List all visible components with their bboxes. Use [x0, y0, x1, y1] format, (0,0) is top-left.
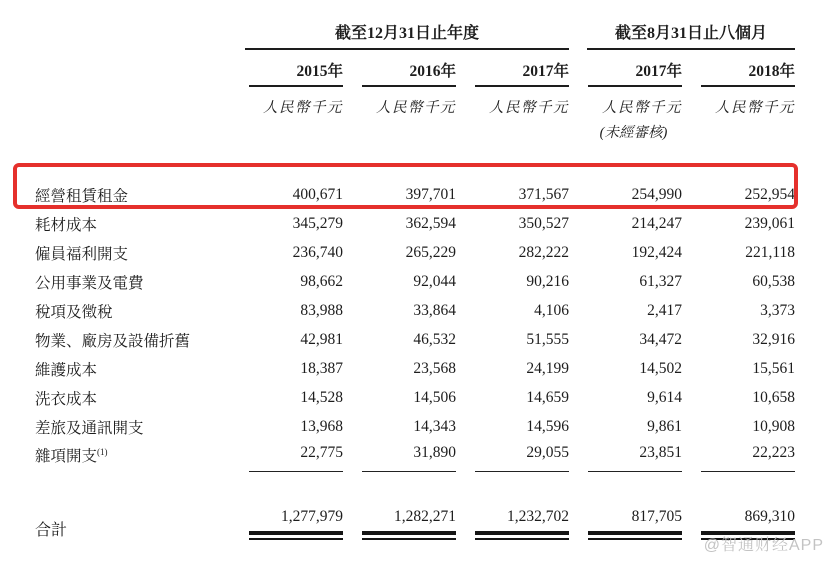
cell-value: 90,216 [526, 272, 570, 290]
double-rule [249, 531, 343, 540]
empty-cell [35, 87, 230, 121]
table-row [35, 383, 795, 412]
empty-cell [456, 121, 569, 147]
row-label: 稅項及徵稅 [35, 303, 113, 321]
cell-value: 252,954 [744, 185, 796, 203]
table-row [35, 238, 795, 267]
total-label: 合計 [35, 522, 68, 539]
double-rule [588, 531, 682, 540]
cell-value: 14,343 [413, 417, 456, 435]
row-label: 維護成本 [35, 361, 98, 379]
cell-value: 9,861 [647, 417, 683, 435]
row-label: 物業、廠房及設備折舊 [35, 332, 191, 350]
cell-value: 31,890 [343, 441, 456, 486]
row-label: 耗材成本 [35, 216, 98, 234]
period-group-annual [230, 18, 569, 50]
cell-value: 265,229 [405, 243, 456, 261]
unit-label: 人民幣千元 [602, 100, 683, 116]
cell-value: 61,327 [639, 272, 683, 290]
spacer-row [35, 486, 795, 508]
cell-value: 18,387 [300, 359, 343, 377]
unit-label: 人民幣千元 [376, 100, 456, 116]
total-value: 817,705 [569, 508, 682, 540]
group-header-eight-months: 截至8月31日止八個月 [587, 20, 795, 50]
cell-value: 282,222 [518, 243, 570, 261]
table-row-highlighted [35, 180, 795, 209]
group-header-annual: 截至12月31日止年度 [245, 20, 569, 50]
watermark: @智通财经APP [703, 537, 824, 554]
cell-value: 14,502 [639, 359, 683, 377]
cell-value: 51,555 [526, 330, 570, 348]
cell-value: 14,659 [526, 388, 570, 406]
cell-value: 22,223 [682, 441, 795, 486]
year-header: 2017年 [569, 50, 682, 87]
expenses-table [35, 18, 795, 540]
cell-value: 236,740 [292, 243, 343, 261]
table-body [35, 180, 795, 486]
row-label: 經營租賃租金 [35, 187, 129, 205]
table-row [35, 412, 795, 441]
group-header-row [35, 18, 795, 50]
cell-value: 14,506 [413, 388, 456, 406]
unit-label: 人民幣千元 [489, 100, 570, 116]
unit-label: 人民幣千元 [263, 100, 343, 116]
table-row [35, 325, 795, 354]
year-header: 2017年 [456, 50, 569, 87]
cell-value: 350,527 [518, 214, 570, 232]
total-value: 869,310 [682, 508, 795, 540]
cell-value: 34,472 [639, 330, 683, 348]
table-row [35, 209, 795, 238]
cell-value: 371,567 [518, 185, 570, 203]
cell-value: 214,247 [631, 214, 683, 232]
row-label: 僱員福利開支 [35, 245, 129, 263]
total-row [35, 508, 795, 540]
empty-cell [35, 121, 230, 147]
unit-header-row [35, 87, 795, 121]
double-rule [362, 531, 456, 540]
cell-value: 10,908 [752, 417, 796, 435]
table-row [35, 296, 795, 325]
total-value: 1,282,271 [343, 508, 456, 540]
row-label: 雜項開支$^{(1)}$ [35, 446, 108, 465]
cell-value: 22,775 [230, 441, 343, 486]
cell-value: 397,701 [405, 185, 456, 203]
year-header: 2015年 [230, 50, 343, 87]
cell-value: 345,279 [292, 214, 343, 232]
cell-value: 3,373 [760, 301, 796, 319]
cell-value: 14,528 [300, 388, 343, 406]
period-group-eight-months [569, 18, 795, 50]
empty-cell [230, 121, 343, 147]
year-header: 2018年 [682, 50, 795, 87]
cell-value: 60,538 [752, 272, 796, 290]
cell-value: 15,561 [752, 359, 796, 377]
row-label: 公用事業及電費 [35, 274, 144, 292]
cell-value: 362,594 [405, 214, 456, 232]
cell-value: 239,061 [744, 214, 796, 232]
year-header-row [35, 50, 795, 87]
empty-cell [343, 121, 456, 147]
cell-value: 254,990 [631, 185, 683, 203]
table-row [35, 441, 795, 486]
cell-value: 221,118 [745, 243, 796, 261]
cell-value: 33,864 [413, 301, 456, 319]
cell-value: 13,968 [300, 417, 343, 435]
empty-cell [682, 121, 795, 147]
empty-cell [35, 50, 230, 87]
cell-value: 83,988 [300, 301, 343, 319]
cell-value: 10,658 [752, 388, 796, 406]
cell-value: 23,568 [413, 359, 456, 377]
row-label: 差旅及通訊開支 [35, 419, 144, 437]
table-row [35, 267, 795, 296]
spacer-row [35, 147, 795, 180]
cell-value: 32,916 [752, 330, 796, 348]
unaudited-note: (未經審核) [599, 125, 668, 141]
cell-value: 92,044 [413, 272, 456, 290]
cell-value: 98,662 [300, 272, 343, 290]
cell-value: 42,981 [300, 330, 343, 348]
corner-cell [35, 18, 230, 50]
cell-value: 192,424 [631, 243, 683, 261]
total-value: 1,277,979 [230, 508, 343, 540]
row-label: 洗衣成本 [35, 390, 98, 408]
cell-value: 14,596 [526, 417, 570, 435]
table-row [35, 354, 795, 383]
cell-value: 23,851 [569, 441, 682, 486]
cell-value: 4,106 [534, 301, 570, 319]
unaudited-note-row [35, 121, 795, 147]
cell-value: 2,417 [647, 301, 683, 319]
cell-value: 400,671 [292, 185, 343, 203]
unit-label: 人民幣千元 [715, 100, 796, 116]
cell-value: 29,055 [456, 441, 569, 486]
total-value: 1,232,702 [456, 508, 569, 540]
year-header: 2016年 [343, 50, 456, 87]
cell-value: 46,532 [413, 330, 456, 348]
cell-value: 9,614 [647, 388, 683, 406]
double-rule [475, 531, 569, 540]
cell-value: 24,199 [526, 359, 570, 377]
